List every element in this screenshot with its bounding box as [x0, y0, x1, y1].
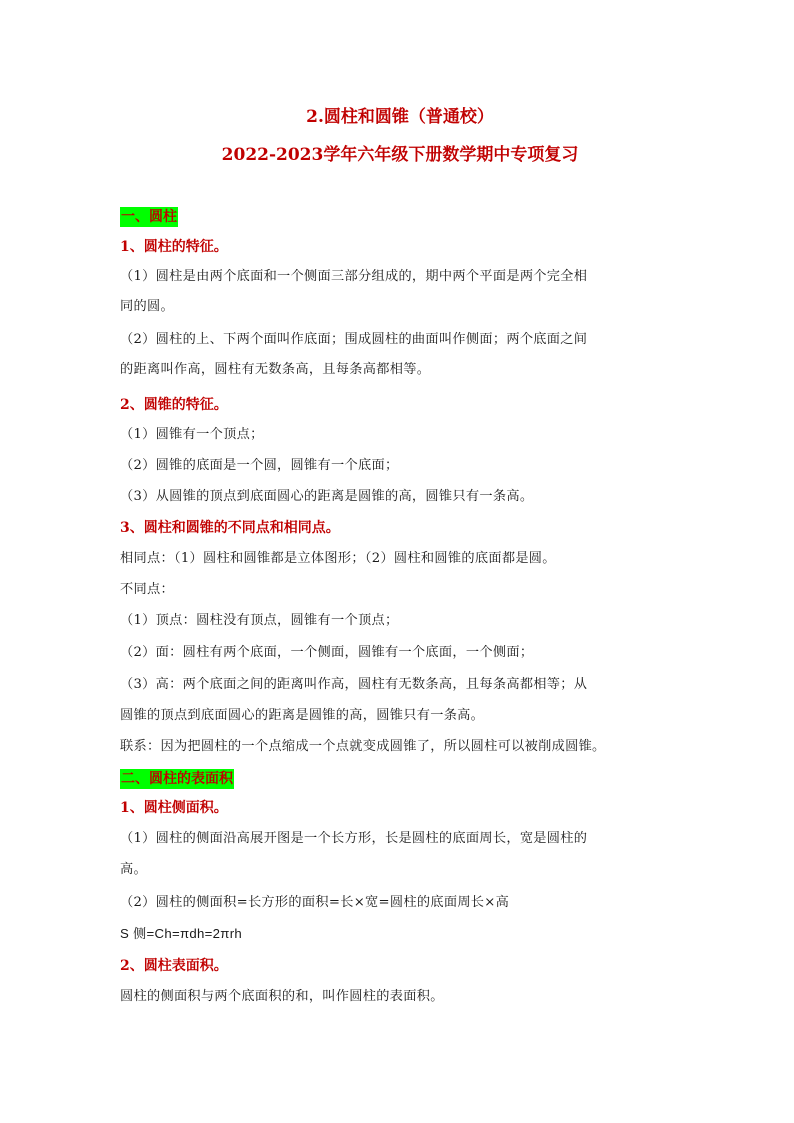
paragraph-line: （1）顶点：圆柱没有顶点，圆锥有一个顶点； — [120, 613, 399, 628]
subsection-heading-surface-area: 2、圆柱表面积。 — [120, 958, 228, 974]
section-heading-cylinder — [120, 206, 178, 227]
paragraph-line: （3）从圆锥的顶点到底面圆心的距离是圆锥的高，圆锥只有一条高。 — [120, 489, 534, 504]
paragraph-line: （1）圆柱是由两个底面和一个侧面三部分组成的，期中两个平面是两个完全相 — [120, 269, 588, 284]
subsection-heading-compare: 3、圆柱和圆锥的不同点和相同点。 — [120, 520, 340, 536]
section-heading-label: 二、圆柱的表面积 — [121, 771, 233, 787]
paragraph-line: （1）圆柱的侧面沿高展开图是一个长方形，长是圆柱的底面周长，宽是圆柱的 — [120, 831, 588, 846]
paragraph-line: 圆锥的顶点到底面圆心的距离是圆锥的高，圆锥只有一条高。 — [120, 708, 485, 723]
document-title: 2.圆柱和圆锥（普通校） — [306, 107, 494, 127]
section-heading-label: 一、圆柱 — [121, 209, 177, 225]
subsection-heading-cone-features: 2、圆锥的特征。 — [120, 397, 228, 413]
paragraph-line: （2）面：圆柱有两个底面，一个侧面，圆锥有一个底面，一个侧面； — [120, 645, 534, 660]
paragraph-line: （2）圆柱的上、下两个面叫作底面；围成圆柱的曲面叫作侧面；两个底面之间 — [120, 332, 588, 347]
paragraph-line: 的距离叫作高，圆柱有无数条高，且每条高都相等。 — [120, 362, 431, 377]
paragraph-line: （3）高：两个底面之间的距离叫作高，圆柱有无数条高，且每条高都相等；从 — [120, 677, 588, 692]
formula-line: S 侧=Ch=πdh=2πrh — [120, 926, 243, 941]
subsection-heading-cylinder-features: 1、圆柱的特征。 — [120, 239, 228, 255]
paragraph-line: 高。 — [120, 862, 147, 877]
paragraph-line: （2）圆柱的侧面积=长方形的面积=长×宽=圆柱的底面周长×高 — [120, 895, 510, 910]
paragraph-line: （1）圆锥有一个顶点； — [120, 427, 264, 442]
document-page — [120, 100, 680, 166]
paragraph-line: 联系：因为把圆柱的一个点缩成一个点就变成圆锥了，所以圆柱可以被削成圆锥。 — [120, 739, 606, 754]
subsection-heading-lateral-area: 1、圆柱侧面积。 — [120, 800, 228, 816]
paragraph-line: 相同点：（1）圆柱和圆锥都是立体图形；（2）圆柱和圆锥的底面都是圆。 — [120, 551, 556, 566]
section-heading-cylinder-surface-area — [120, 768, 234, 789]
paragraph-line: 同的圆。 — [120, 299, 174, 314]
paragraph-line: （2）圆锥的底面是一个圆，圆锥有一个底面； — [120, 458, 399, 473]
paragraph-line: 不同点： — [120, 582, 174, 597]
paragraph-line: 圆柱的侧面积与两个底面积的和，叫作圆柱的表面积。 — [120, 989, 444, 1004]
document-subtitle: 2022-2023学年六年级下册数学期中专项复习 — [221, 145, 579, 165]
